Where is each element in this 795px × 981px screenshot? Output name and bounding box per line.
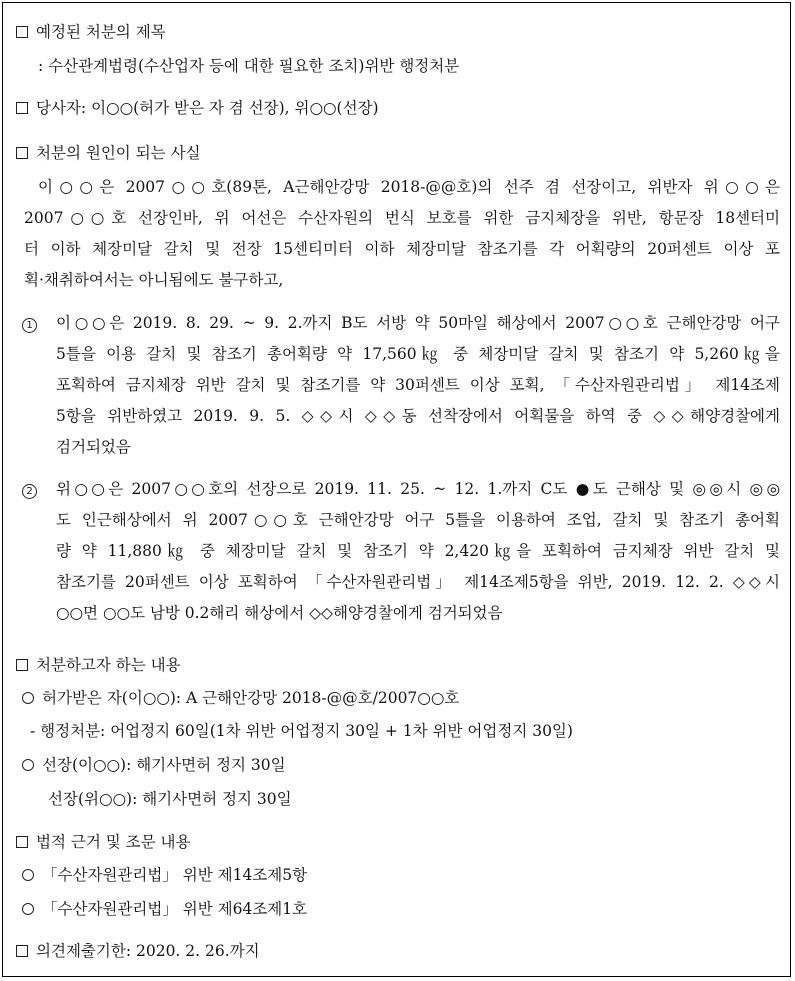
section-deadline-heading: 의견제출기한: 2020. 2. 26.까지 [16,941,260,961]
facts-line: 2007○○호 선장인바, 위 어선은 수산자원의 번식 보호를 위한 금지체장을 위반, 항문장 18센터미 [24,209,780,227]
section-title-body: : 수산관계법령(수산업자 등에 대한 필요한 조치)위반 행정처분 [38,57,460,75]
item-1-line: 검거되었음 [56,438,131,456]
item-2-line: 위○○은 2007○○호의 선장으로 2019. 11. 25. ~ 12. 1.까지 C도 ●도 근해상 및 ◎◎시 ◎◎ [56,480,780,498]
section-party-heading: 당사자: 이○○(허가 받은 자 겸 선장), 위○○(선장) [16,98,379,118]
circle-bullet-icon [22,869,34,881]
circle-bullet-icon [22,903,34,915]
item-1-line: 포획하여 금지체장 위반 갈치 및 참조기를 약 30퍼센트 이상 포획, 「수산자원관리법」 제14조제 [56,376,780,394]
disposition-admin: - 행정처분: 어업정지 60일(1차 위반 어업정지 30일 + 1차 위반 어업정지 30일) [30,722,573,740]
facts-line: 터 이하 체장미달 갈치 및 전장 15센티미터 이하 체장미달 참조기를 각 어획량의 20퍼센트 이상 포 [24,240,780,258]
checkbox-square-icon [16,945,28,957]
legal-item: 「수산자원관리법」 위반 제64조제1호 [22,899,307,919]
item-1-line: 이○○은 2019. 8. 29. ~ 9. 2.까지 B도 서방 약 50마일 해상에서 2007○○호 근해안강망 어구 [56,314,780,332]
disposition-holder: 허가받은 자(이○○): A 근해안강망 2018-@@호/2007○○호 [22,688,459,708]
item-2-line: 도 인근해상에서 위 2007○○호 근해안강망 어구 5틀을 이용하여 조업, 갈치 및 참조기 총어획 [56,511,780,529]
disposition-captain-1: 선장(이○○): 해기사면허 정지 30일 [22,755,286,775]
item-2-line: 량 약 11,880㎏ 중 체장미달 갈치 및 참조기 약 2,420㎏을 포획하여 금지체장 위반 갈치 및 [56,542,780,560]
legal-item: 「수산자원관리법」 위반 제14조제5항 [22,865,307,885]
checkbox-square-icon [16,102,28,114]
item-1-marker [22,313,37,333]
item-1-line: 5항을 위반하였고 2019. 9. 5. ◇◇시 ◇◇동 선착장에서 어획물을 하역 중 ◇◇해양경찰에게 [56,407,780,425]
checkbox-square-icon [16,147,28,159]
checkbox-square-icon [16,836,28,848]
section-title-heading: 예정된 처분의 제목 [16,22,166,42]
section-facts-heading: 처분의 원인이 되는 사실 [16,143,201,163]
item-2-marker [22,479,37,499]
item-1-line: 5틀을 이용 갈치 및 참조기 총어획량 약 17,560㎏ 중 체장미달 갈치 및 참조기 약 5,260㎏을 [56,345,780,363]
disposition-captain-2: 선장(위○○): 해기사면허 정지 30일 [48,790,292,808]
facts-line: 이○○은 2007○○호(89톤, A근해안강망 2018-@@호)의 선주 겸 선장이고, 위반자 위○○은 [38,178,780,196]
item-2-line: 참조기를 20퍼센트 이상 포획하여 「수산자원관리법」 제14조제5항을 위반, 2019. 12. 2. ◇◇시 [56,573,780,591]
circle-bullet-icon [22,759,34,771]
checkbox-square-icon [16,659,28,671]
circle-bullet-icon [22,692,34,704]
section-disposition-heading: 처분하고자 하는 내용 [16,655,181,675]
item-2-line: ○○면 ○○도 남방 0.2해리 해상에서 ◇◇해양경찰에게 검거되었음 [56,604,503,622]
section-legal-heading: 법적 근거 및 조문 내용 [16,832,190,852]
circled-number-icon: 1 [22,318,37,333]
facts-line: 획·채취하여서는 아니됨에도 불구하고, [24,271,284,289]
circled-number-icon: 2 [22,484,37,499]
checkbox-square-icon [16,26,28,38]
